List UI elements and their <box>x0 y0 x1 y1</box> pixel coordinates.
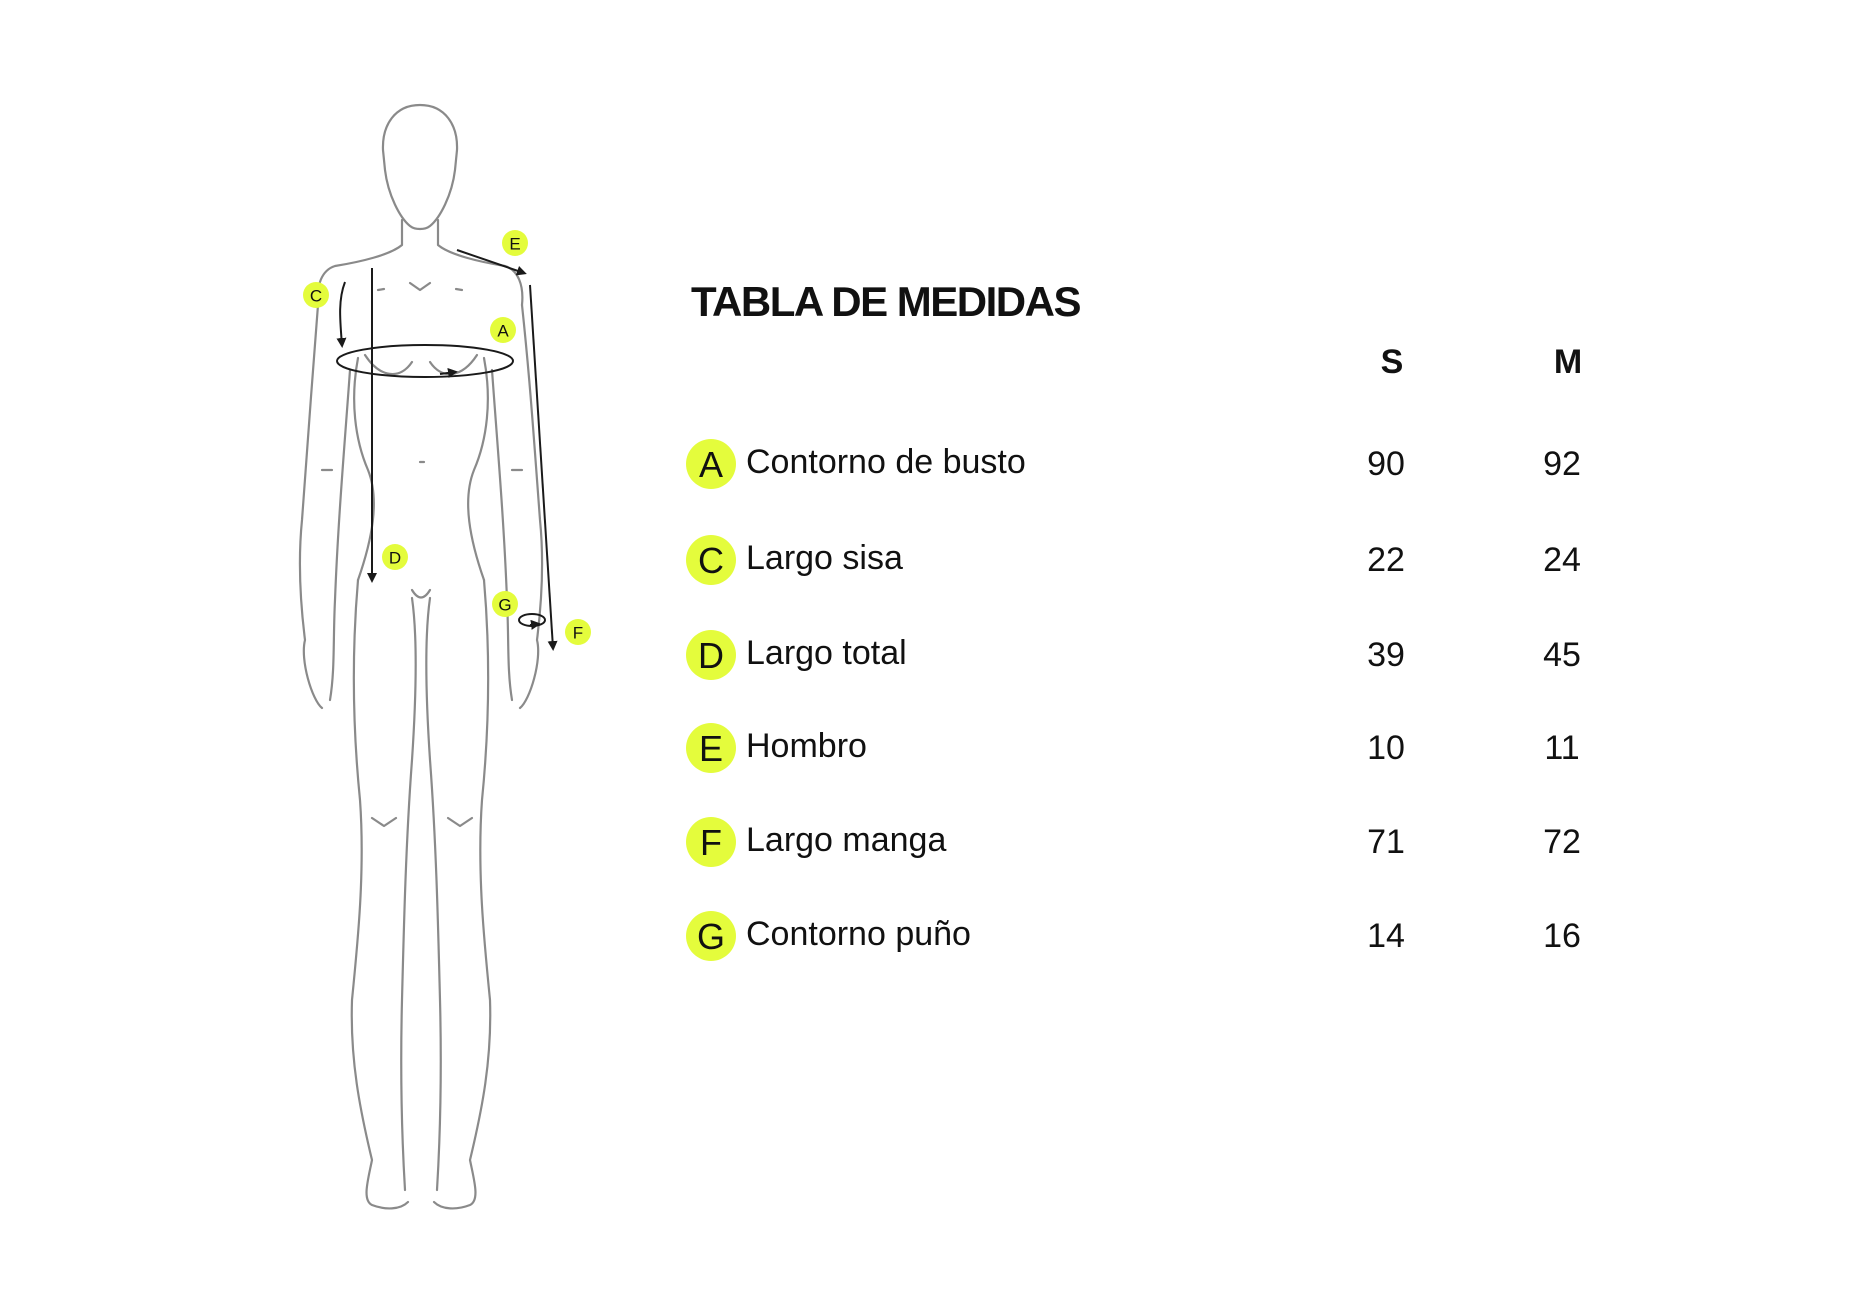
value-size-m: 11 <box>1544 729 1580 767</box>
value-size-m: 72 <box>1543 823 1581 861</box>
measurement-row-a <box>686 439 1636 489</box>
value-size-m: 16 <box>1543 917 1581 955</box>
code-badge: G <box>686 911 736 961</box>
measurement-label: Hombro <box>746 727 867 765</box>
marker-d <box>382 544 408 570</box>
code-badge: C <box>686 535 736 585</box>
value-size-s: 39 <box>1367 636 1405 674</box>
measurement-row-g <box>686 911 1636 961</box>
marker-a-label: A <box>497 321 509 341</box>
value-size-m: 92 <box>1543 445 1581 483</box>
size-header-s: S <box>1380 343 1404 381</box>
measurement-row-f <box>686 817 1636 867</box>
marker-e <box>502 230 528 256</box>
body-outline <box>300 105 542 1208</box>
measurement-label: Contorno puño <box>746 915 971 953</box>
measurement-label: Contorno de busto <box>746 443 1026 481</box>
size-table-title: TABLA DE MEDIDAS <box>691 278 1080 325</box>
body-figure-diagram <box>0 0 620 1295</box>
code-badge: A <box>686 439 736 489</box>
code-badge: F <box>686 817 736 867</box>
marker-e-label: E <box>509 234 521 254</box>
marker-c <box>303 282 329 308</box>
value-size-s: 14 <box>1367 917 1405 955</box>
code-badge: E <box>686 723 736 773</box>
measurement-row-e <box>686 723 1636 773</box>
code-badge: D <box>686 630 736 680</box>
size-header-m: M <box>1553 343 1583 381</box>
value-size-m: 45 <box>1543 636 1581 674</box>
measurement-row-c <box>686 535 1636 585</box>
marker-g-label: G <box>498 595 512 615</box>
marker-f <box>565 619 591 645</box>
measurement-row-d <box>686 630 1636 680</box>
measurement-label: Largo sisa <box>746 539 903 577</box>
measurement-label: Largo total <box>746 634 907 672</box>
marker-g <box>492 591 518 617</box>
marker-c-label: C <box>309 286 323 306</box>
marker-d-label: D <box>388 548 402 568</box>
measurement-lines <box>337 250 553 648</box>
marker-f-label: F <box>572 623 584 643</box>
value-size-s: 90 <box>1367 445 1405 483</box>
measurement-label: Largo manga <box>746 821 947 859</box>
value-size-m: 24 <box>1543 541 1581 579</box>
value-size-s: 71 <box>1367 823 1405 861</box>
value-size-s: 22 <box>1367 541 1405 579</box>
value-size-s: 10 <box>1367 729 1405 767</box>
marker-a <box>490 317 516 343</box>
